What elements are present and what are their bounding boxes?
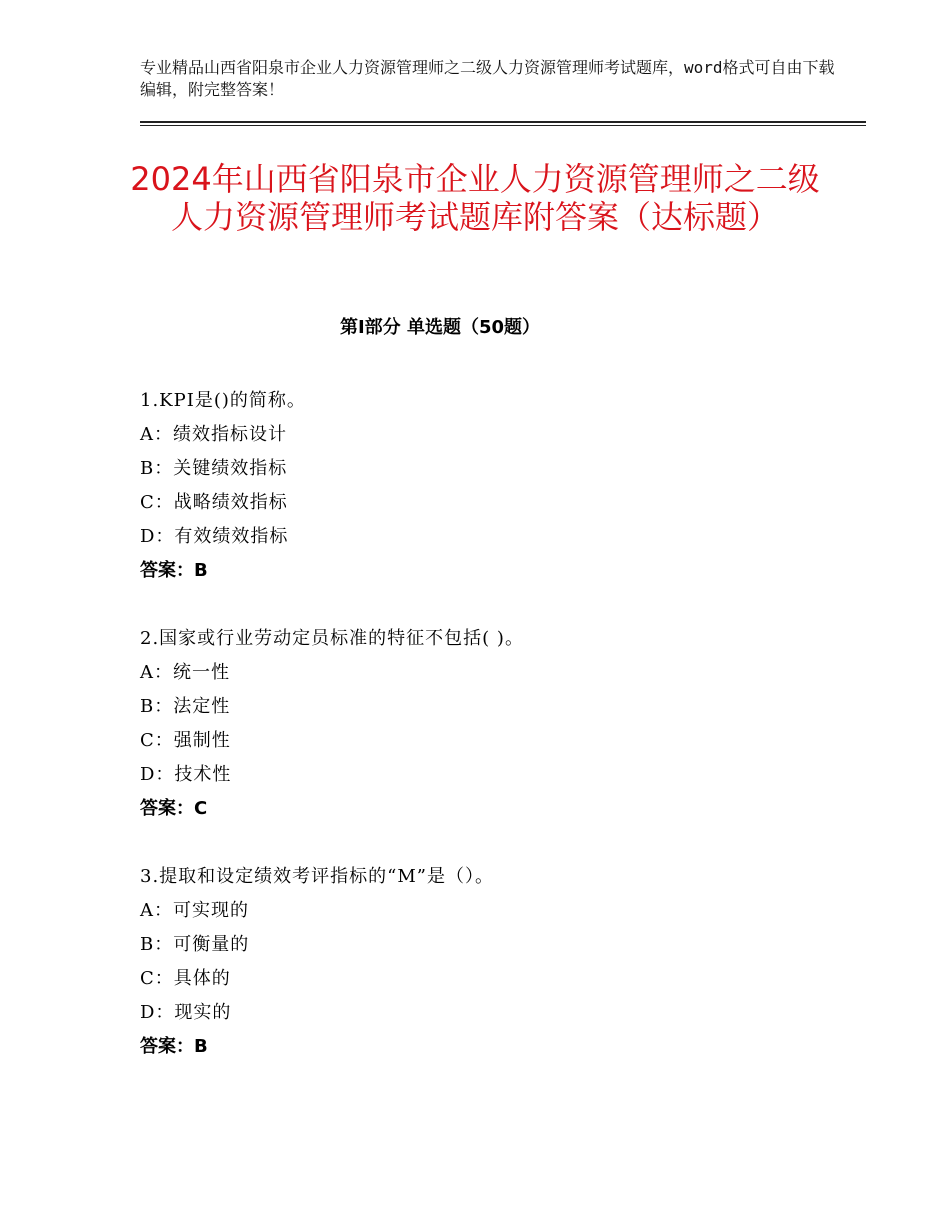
option-d: D：技术性: [140, 764, 232, 785]
answer-line: [140, 554, 840, 588]
question-stem: 2.国家或行业劳动定员标准的特征不包括( )。: [140, 628, 524, 649]
question-1: [140, 384, 840, 588]
option-c: C：具体的: [140, 968, 231, 989]
option-d: D：有效绩效指标: [140, 526, 289, 547]
option-b: B：法定性: [140, 696, 231, 717]
option-b: B：可衡量的: [140, 934, 250, 955]
section-title: 第Ⅰ部分 单选题（50题）: [339, 317, 540, 338]
option-a: A：统一性: [140, 662, 230, 683]
header-divider-thin: [140, 125, 866, 126]
header-note: 专业精品山西省阳泉市企业人力资源管理师之二级人力资源管理师考试题库，word格式可自由下载编辑，附完整答案！: [140, 58, 835, 99]
option-c: C：战略绩效指标: [140, 492, 288, 513]
option-a: A：绩效指标设计: [140, 424, 287, 445]
question-stem: 1.KPI是()的简称。: [140, 390, 306, 411]
question-3: [140, 860, 840, 1064]
answer-line: [140, 792, 840, 826]
document-title: 2024年山西省阳泉市企业人力资源管理师之二级人力资源管理师考试题库附答案（达标题）: [130, 160, 820, 236]
answer-value: B: [194, 1036, 208, 1057]
answer-label: 答案：: [140, 798, 194, 819]
answer-line: [140, 1030, 840, 1064]
question-list: [140, 384, 840, 1098]
header-divider-thick: [140, 121, 866, 123]
answer-label: 答案：: [140, 1036, 194, 1057]
option-b: B：关键绩效指标: [140, 458, 288, 479]
option-a: A：可实现的: [140, 900, 249, 921]
option-c: C：强制性: [140, 730, 231, 751]
answer-value: B: [194, 560, 208, 581]
answer-value: C: [194, 798, 208, 819]
question-2: [140, 622, 840, 826]
answer-label: 答案：: [140, 560, 194, 581]
question-stem: 3.提取和设定绩效考评指标的“M”是（）。: [140, 866, 495, 887]
option-d: D：现实的: [140, 1002, 232, 1023]
